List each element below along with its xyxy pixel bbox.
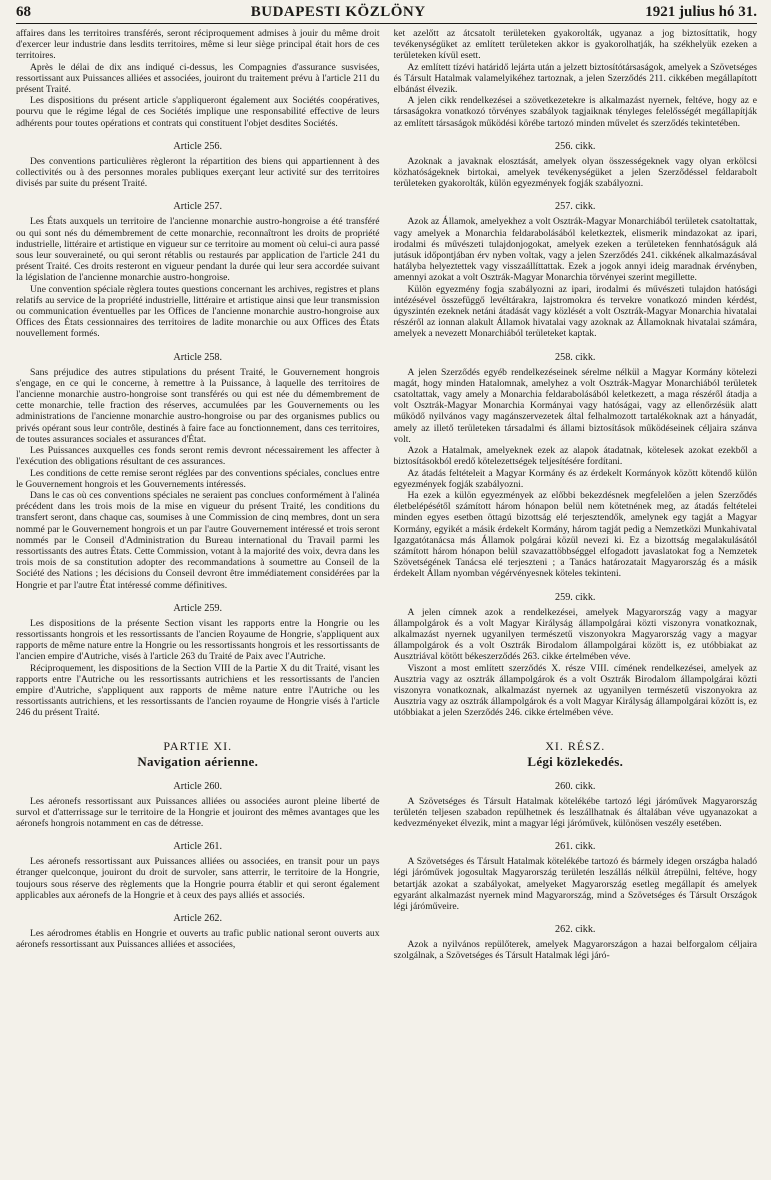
article-heading: 262. cikk. [555, 924, 596, 936]
article-heading: Article 259. [173, 602, 223, 614]
article-heading: Article 262. [173, 912, 223, 924]
article-heading: 260. cikk. [555, 780, 596, 792]
article-heading: 257. cikk. [555, 201, 596, 213]
page-header [16, 4, 757, 23]
paragraph: Une convention spéciale règlera toutes questions concernant les archives, registres et plans relatifs au service de la propriété industrielle, littéraire et artistique ainsi que leur transmission ou communication éventuelles par les Offices de l'ancienne monarchie austro-hongroise aux Offices des États cessionnaires des territoires de ladite monarchie ou aux Offices des États nouvellement formés. [16, 283, 380, 340]
part-heading: XI. RÉSZ. [545, 738, 606, 753]
section-title: Légi közlekedés. [527, 753, 624, 769]
paragraph: Azok a nyilvános repülőterek, amelyek Magyarországon a hazai belforgalom céljaira szolgálnak, a Szövetséges és Társult Hatalmak légi járó- [393, 939, 757, 962]
paragraph: A Szövetséges és Társult Hatalmak kötelékébe tartozó és bármely idegen országba haladó légi járóművek jogosultak Magyarország területén leszállás nélkül átrepülni, feltéve, hogy betartják azokat a szabályokat, amelyeket Magyarország esetleg megállapít és amelyek egyaránt alkalmazást nyernek mind Magyarország, mind a Szövetséges és Társult Országok légi járóműveire. [393, 856, 757, 912]
paragraph: A jelen Szerződés egyéb rendelkezéseinek sérelme nélkül a Magyar Kormány kötelezi magát, hogy minden Hatalomnak, amelyhez a volt Osztrák-Magyar Monarchiából területek csatoltattak, vagy amely a Monarchia feldarabolásából keletkezett, a maga részéről átadja a volt Osztrák-Magyar Monarchia Kormányai vagy hatóságai, vagy az ellenőrzésük alatt működő nyilvános vagy magánszervezetek által felhalmozott tartalékoknak azt a hányadát, amely az illető területeken társadalmi és állami biztosítások működéseinek céljaira szánva volt. [393, 366, 757, 445]
paragraph: Réciproquement, les dispositions de la Section VIII de la Partie X du dit Traité, visant les rapports entre l'Autriche ou les ressortissants autrichiens et les ressortissants de l'ancien empire d'Autriche, s'appliquent aux rapports de même nature entre l'Autriche ou les ressortissants autrichiens, et les ressortissants de l'ancien royaume de Hongrie visés à l'article 246 du présent Traité. [16, 662, 380, 719]
french-column [16, 28, 380, 1178]
header-rule [16, 23, 757, 24]
paragraph: Des conventions particulières règleront la répartition des biens qui appartiennent à des collectivités ou à des personnes morales publiques exerçant leur activité sur des territoires divisés par suite du présent Traité. [16, 155, 380, 190]
article-heading: 256. cikk. [555, 140, 596, 152]
paragraph: Külön egyezmény fogja szabályozni az ipari, irodalmi és művészeti tulajdon hatósági intézésével összefüggő levéltárakra, lajstromokra és tervekre vonatkozó minden kérdést, úgyszintén ezeknek netáni átadását vagy közlését a volt Osztrák-Magyar Monarchia hivatalai részéről az ionnan alakult Államok hivatalai vagy azoknak az Államoknak hivatalai számára, amelyek a nevezett Monarchiából területeket kaptak. [393, 283, 757, 340]
page-number: 68 [16, 4, 31, 20]
article-heading: 261. cikk. [555, 841, 596, 853]
hungarian-column [394, 28, 758, 1178]
paragraph: A Szövetséges és Társult Hatalmak kötelékébe tartozó légi járóművek Magyarország területén teljesen szabadon repülhetnek és leszállhatnak és általában véve ugyanazokat a kedvezményeket élvezik, mint a magyar légi járóművek, különösen veszély esetében. [393, 795, 757, 829]
article-heading: Article 256. [173, 140, 223, 152]
paragraph: Azoknak a javaknak elosztását, amelyek olyan összességeknek vagy olyan erkölcsi közhatóságeknek birtokai, amelyek tevékenységüket a jelen Szerződéssel feldarabolt területeken gyakorolták, külön egyezmények fogják szabályozni. [393, 155, 757, 190]
paragraph: Les dispositions de la présente Section visant les rapports entre la Hongrie ou les ressortissants hongrois et les ressortissants de l'ancien Royaume de Hongrie, s'appliquent aux rapports de même nature entre la Hongrie ou les ressortissants hongrois et les ressortissants de l'ancien empire d'Autriche, visés à l'article 263 du Traité de Paix avec l'Autriche. [16, 617, 380, 663]
article-heading: 259. cikk. [555, 591, 596, 603]
paragraph: Azok a Hatalmak, amelyeknek ezek az alapok átadatnak, kötelesek azokat ezekből a biztosításokból eredő kötelezettségek teljesítésére fordítani. [393, 445, 757, 468]
paragraph: Les aéronefs ressortissant aux Puissances alliées ou associées, en transit pour un pays étranger quelconque, jouiront du droit de survoler, sans atterrir, le territoire de la Hongrie, toujours sous réserve des règlements que la Hongrie pourra établir et qui seront également applicables aux aéronefs de la Hongrie et à ceux des pays alliés et associés. [16, 856, 380, 901]
paragraph: Les aéronefs ressortissant aux Puissances alliées ou associées auront pleine liberté de survol et d'atterrissage sur le territoire de la Hongrie et jouiront des mêmes avantages que les aéronefs hongrois notamment en cas de détresse. [16, 795, 380, 829]
paragraph: Après le délai de dix ans indiqué ci-dessus, les Compagnies d'assurance susvisées, ressortissant aux Puissances alliées et associées, jouiront du traitement prévu à l'article 211 du présent Traité. [16, 61, 380, 96]
article-heading: Article 257. [173, 201, 223, 213]
issue-date: 1921 julius hó 31. [645, 4, 757, 20]
article-heading: Article 261. [173, 841, 223, 853]
paragraph: Les États auxquels un territoire de l'ancienne monarchie austro-hongroise a été transféré ou qui sont nés du démembrement de cette monarchie, reconnaîtront les droits de propriété industrielle, littéraire et artistique en vigueur sur ce territoire au moment où celui-ci aura passé sous leur souveraineté, ou qui seront rétablis ou restaurés par application de l'article 241 du présent Traité. Ces droits resteront en vigueur pendant la durée qui leur sera accordée suivant la législation de l'ancienne monarchie austro-hongroise. [16, 216, 380, 284]
paragraph: Les dispositions du présent article s'appliqueront également aux Sociétés coopératives, pourvu que le régime légal de ces Sociétés implique une responsabilité effective de leurs adhérents pour toutes opérations et contrats qui constituent l'objet desdites Sociétés. [16, 95, 380, 129]
paragraph: ket azelőtt az átcsatolt területeken gyakorolták, ugyanaz a jog biztosíttatik, hogy tevékenységüket az említett területeken akkor is gyakorolhatják, ha székhelyük ezeken a területeken kívül esett. [393, 28, 757, 62]
paragraph: affaires dans les territoires transférés, seront réciproquement admises à jouir du même droit d'exercer leur industrie dans lesdits territoires, même si leur siège principal était hors de ces territoires. [16, 28, 380, 62]
paragraph: Az átadás feltételeit a Magyar Kormány és az érdekelt Kormányok között kötendő külön egyezmények fogják szabályozni. [393, 467, 757, 490]
paragraph: Viszont a most említett szerződés X. része VIII. címének rendelkezései, amelyek az Ausztria vagy az osztrák állampolgárok és a volt Osztrák Birodalom állampolgárai közti viszonyra vonatkoznak, alkalmazást nyernek az ugyanilyen természetű viszonyokra az Ausztria vagy az osztrák állampolgárok és a volt Magyar Királyság állampolgárai között is, ez utóbbiakat a jelen Szerződés 246. cikke értelmében véve. [393, 662, 757, 719]
article-heading: 258. cikk. [555, 351, 596, 363]
paragraph: Az említett tízévi határidő lejárta után a jelzett biztosítótársaságok, amelyek a Szövetséges és Társult Hatalmak valamelyikéhez tartoznak, a jelen Szerződés 211. cikkében megállapított elbánást élvezik. [393, 61, 757, 96]
article-heading: Article 260. [173, 780, 223, 792]
part-heading: PARTIE XI. [163, 738, 233, 753]
section-title: Navigation aérienne. [137, 753, 259, 769]
paragraph: Sans préjudice des autres stipulations du présent Traité, le Gouvernement hongrois s'engage, en ce qui le concerne, à remettre à la Puissance, à laquelle des territoires de l'ancienne monarchie austro-hongroise sont transférés ou qui est née du démembrement de cette monarchie, telle fraction des réserves, accumulées par les Gouvernements ou les administrations de l'ancienne monarchie austro-hongroise ou par des organismes publics ou privés opérant sous leur contrôle, destinés à faire face au fonctionnement, dans ces territoires, de toutes assurances sociales et assurances d'État. [16, 366, 380, 445]
publication-title: BUDAPESTI KÖZLÖNY [250, 4, 426, 20]
paragraph: Ha ezek a külön egyezmények az előbbi bekezdésnek megfelelően a jelen Szerződés életbelépésétől számított három hónapon belül nem kötetnének meg, az átadás feltételei minden egyes esetben öttagú bizottság elé terjesztendők, amelynek egy tagját a Magyar Kormány, egyikét a másik érdekelt Kormány, három tagját pedig a Nemzetközi Munkahivatal Igazgatótanácsa más Államok polgárai közül nevezi ki. Ez a bizottság megalakulásától számított három hónapon belül szavazattöbbséggel elfogadott javaslatokat fog a Nemzetek Szövetségének Tanácsa elé terjeszteni ; a Tanács határozatait Magyarország és a másik érdekelt Állam nyomban végérvényesnek köteles tekinteni. [393, 489, 757, 580]
paragraph: Dans le cas où ces conventions spéciales ne seraient pas conclues conformément à l'alinéa précédent dans les trois mois de la mise en vigueur du présent Traité, les conditions du transfert seront, dans chaque cas, soumises à une Commission de cinq membres, dont un sera nommé par le Gouvernement hongrois et un par l'autre Gouvernement intéressé et trois seront nommés par le Conseil d'Administration du Bureau international du Travail parmi les ressortissants des autres États. Cette Commission, votant à la majorité des voix, devra dans les trois mois de sa constitution adopter des recommandations à soumettre au Conseil de la Société des Nations ; les décisions du Conseil devront être immédiatement considérées par la Hongrie et par l'autre État intéressé comme définitives. [16, 489, 380, 591]
paragraph: A jelen címnek azok a rendelkezései, amelyek Magyarország vagy a magyar állampolgárok és a volt Magyar Királyság állampolgárai közti viszonyra vonatkoznak, alkalmazást nyernek ugyanilyen természetű viszonyokra Magyarország vagy a magyar állampolgárok és a volt Osztrák Birodalom állampolgárai között is, ez utóbbiakat az Ausztriával kötött békeszerződés 263. cikke értelmében véve. [393, 606, 757, 663]
paragraph: Azok az Államok, amelyekhez a volt Osztrák-Magyar Monarchiából területek csatoltattak, vagy amelyek a Monarchia feldarabolásából keletkeztek, elismerik mindazokat az ipari, irodalmi és művészeti tulajdonjogokat, amelyek ezeken a területeken fennhatóságuk alá jutásuk időpontjában érv nyben voltak, vagy a jelen Szerződés 241. cikkének alkalmazásával hatályba helyeztettek vagy visszaállíttattak. Ezek a jogok annyi ideig maradnak érvényben, amennyi azokat a volt Osztrák-Magyar Monarchia törvényei szerint megillette. [393, 216, 757, 284]
paragraph: Les aérodromes établis en Hongrie et ouverts au trafic public national seront ouverts aux aéronefs ressortissant aux Puissances alliées et associées, [16, 927, 380, 951]
text-columns [16, 28, 757, 1178]
paragraph: Les Puissances auxquelles ces fonds seront remis devront nécessairement les affecter à l'exécution des obligations résultant de ces assurances. [16, 445, 380, 468]
paragraph: Les conditions de cette remise seront réglées par des conventions spéciales, conclues entre le Gouvernement hongrois et les Gouvernements intéressés. [16, 467, 380, 490]
paragraph: A jelen cikk rendelkezései a szövetkezetekre is alkalmazást nyernek, feltéve, hogy az e társaságokra vonatkozó törvényes szabályok tagjaiknak tényleges felelősségét megállapítják az említett társaságok működési körébe tartozó minden művelet és szerződés tekintetében. [393, 95, 757, 129]
article-heading: Article 258. [173, 351, 223, 363]
